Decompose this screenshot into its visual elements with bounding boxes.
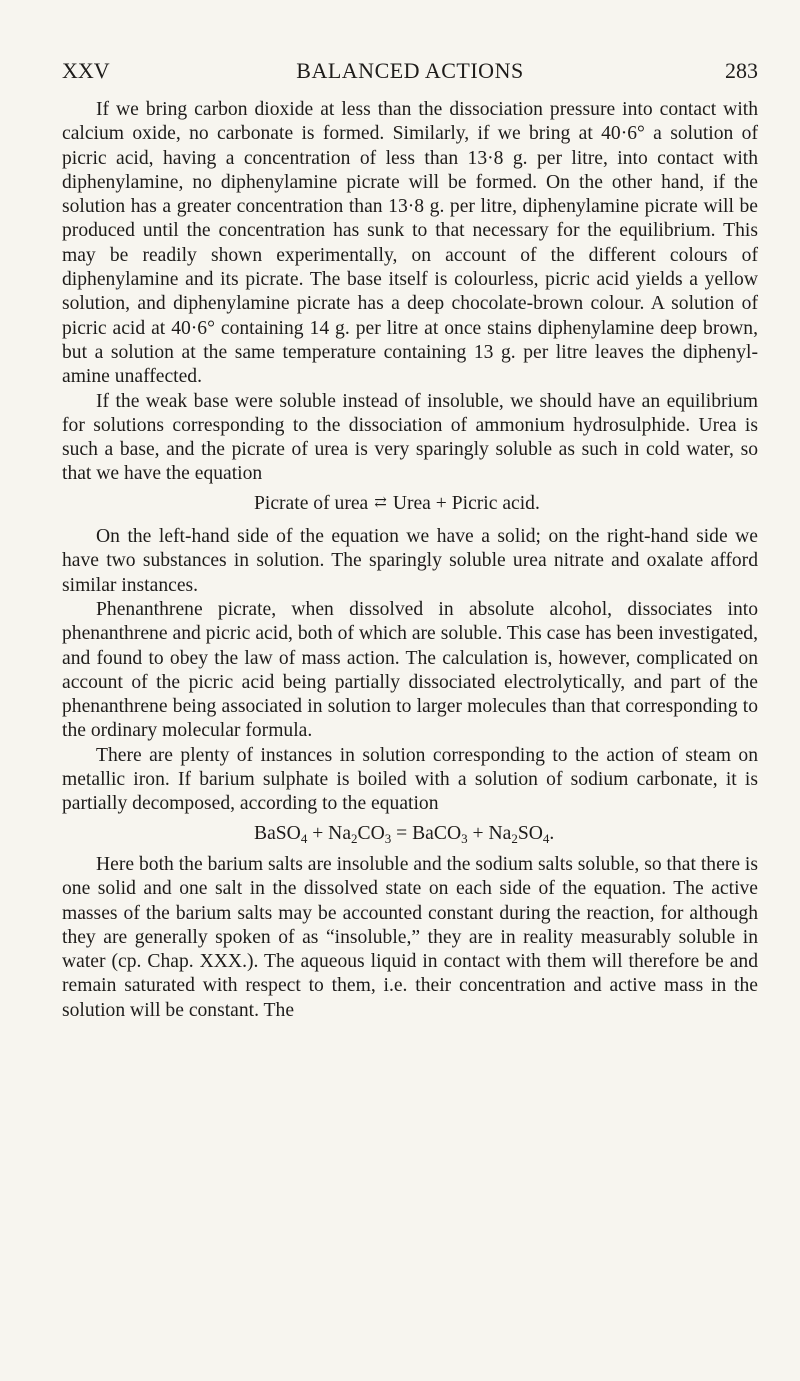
equation-urea-picrate: [62, 492, 758, 517]
subscript: 4: [542, 830, 550, 846]
equation-barium-sulphate: [62, 822, 758, 846]
equation-left: Picrate of urea: [254, 492, 369, 514]
formula-term: + Na: [467, 822, 512, 844]
paragraph-5: There are plenty of instances in solution corresponding to the action of steam on metallic iron. If barium sulphate is boiled with a solution of sodium carbonate, it is partially decomposed, according to the equation: [62, 744, 758, 815]
formula-term: BaSO: [254, 822, 301, 844]
subscript: 2: [351, 830, 358, 846]
chapter-numeral: XXV: [62, 58, 110, 83]
subscript: 2: [511, 830, 518, 846]
formula-term: .: [549, 822, 555, 844]
paragraph-1: If we bring carbon dioxide at less than the dissociation pressure into contact with calcium oxide, no carbonate is formed. Similarly, if we bring at 40·6° a solution of picric acid, having a concentration of less than 13·8 g. per litre, into contact with diphenylamine, no diphenylamine picrate will be formed. On the other hand, if the solution has a greater concentration than 13·8 g. per litre, diphenylamine picrate will be produced until the concentration has sunk to that necessary for the equilibrium. This may be readily shown experimentally, on account of the different colours of diphenylamine and its picrate. The base itself is colourless, picric acid yields a yellow solution, and diphenylamine picrate has a deep chocolate-brown colour. A solution of picric acid at 40·6° containing 14 g. per litre at once stains diphenylamine deep brown, but a solution at the same temperature containing 13 g. per litre leaves the diphenylamine unaffected.: [62, 99, 758, 388]
paragraph-4: Phenanthrene picrate, when dissolved in absolute alcohol, dissociates into phenanthrene and picric acid, both of which are soluble. This case has been investigated, and found to obey the law of mass action. The calculation is, however, complicated on account of the picric acid being partially dissociated electrolytically, and part of the phenanthrene being associated in solution to larger molecules than that corresponding to the ordinary molecular formula.: [62, 598, 758, 742]
chapter-title: BALANCED ACTIONS: [296, 58, 524, 83]
equilibrium-arrows-icon: ⇄: [374, 494, 387, 511]
equation-right: Urea + Picric acid.: [392, 492, 540, 514]
paragraph-3: On the left-hand side of the equation we have a solid; on the right-hand side we have two substances in solution. The sparingly soluble urea nitrate and oxalate afford similar instances.: [62, 526, 758, 596]
page-number: 283: [725, 58, 758, 83]
paragraph-6: Here both the barium salts are insoluble and the sodium salts soluble, so that there is one solid and one salt in the dissolved state on each side of the equation. The active masses of the barium salts may be accounted constant during the reaction, for although they are generally spoken of as “insoluble,” they are in reality measurably soluble in water (cp. Chap. XXX.). The aqueous liquid in contact with them will therefore be and remain saturated with respect to them, i.e. their concentration and active mass in the solution will be constant. The: [62, 853, 758, 1021]
subscript: 3: [461, 830, 468, 846]
formula-term: = BaCO: [391, 822, 462, 844]
formula-term: + Na: [307, 822, 352, 844]
body-text: [62, 98, 758, 1023]
subscript: 3: [384, 830, 392, 846]
paragraph-2: If the weak base were soluble instead of insoluble, we should have an equilibrium for solutions corresponding to the dissociation of ammonium hydrosulphide. Urea is such a base, and the picrate of urea is very sparingly soluble as such in cold water, so that we have the equation: [62, 390, 758, 485]
running-head: [62, 57, 758, 85]
subscript: 4: [300, 830, 308, 846]
formula-term: SO: [517, 822, 543, 844]
formula-term: CO: [357, 822, 385, 844]
